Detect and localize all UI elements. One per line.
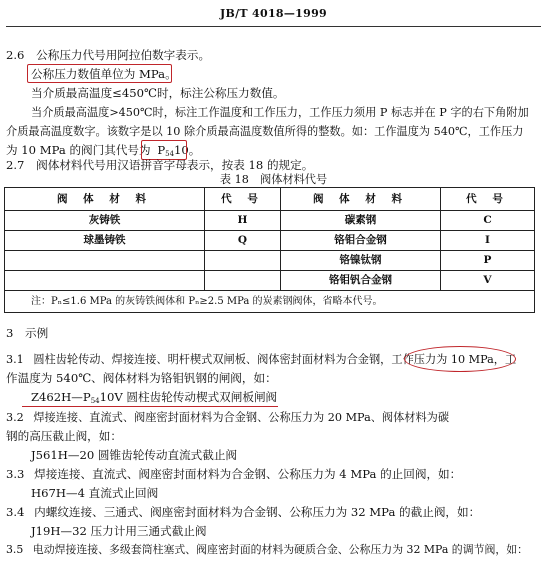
clause-text: 内螺纹连接、三通式、阀座密封面材料为合金钢、公称压力为 32 MPa 的截止阀，如： [34, 505, 481, 519]
material-code-table [4, 187, 535, 313]
unit-line: 公称压力数值单位为 MPa。 [31, 67, 177, 81]
table-header-cell: 阀 体 材 料 [5, 188, 205, 211]
highlighted-text: 工作压力为 10 MPa， [391, 353, 505, 366]
example-3-5 [6, 545, 528, 556]
table-cell: I [441, 231, 535, 251]
red-underline-annotation [22, 406, 278, 407]
example-3-4 [6, 507, 480, 519]
table-header-cell: 阀 体 材 料 [281, 188, 441, 211]
pressure-code: $P_{54}10$。 [157, 143, 201, 158]
clause-number: 3.3 [6, 467, 25, 481]
example-3-2 [6, 412, 449, 423]
paragraph-line: 当介质最高温度≤450℃时，标注公称压力数值。 [31, 86, 285, 100]
table-cell [5, 271, 205, 291]
table-row [5, 231, 535, 251]
paragraph-line: 介质最高温度数字。该数字是以 10 除介质最高温度数值所得的整数。如：工作温度为 540℃，工作压力 [6, 125, 524, 138]
table-cell: P [441, 251, 535, 271]
table-row [5, 251, 535, 271]
clause-text: 圆柱齿轮传动、焊接连接、明杆楔式双闸板、阀体密封面材料为合金钢， [33, 353, 392, 366]
table-cell [5, 251, 205, 271]
clause-2-7-heading [6, 160, 313, 172]
clause-2-6-heading [6, 50, 210, 62]
table-header-cell: 代 号 [205, 188, 281, 211]
table-cell: C [441, 211, 535, 231]
paragraph-line: 当介质最高温度>450℃时，标注工作温度和工作压力，工作压力须用 P 标志并在 P 字的右下角附加 [31, 106, 529, 119]
section-3-heading: 3 示例 [6, 326, 49, 340]
table-row [5, 211, 535, 231]
paragraph-text: 为 10 MPa 的阀门其代号为 [6, 143, 151, 157]
table-cell: 碳素钢 [281, 211, 441, 231]
clause-text: 工 [505, 353, 517, 366]
clause-text: 阀体材料代号用汉语拼音字母表示，按表 18 的规定。 [36, 158, 314, 172]
example-code: $Z462H—P_{54}10V$ 圆柱齿轮传动楔式双闸板闸阀 [31, 390, 278, 405]
table-cell [205, 271, 281, 291]
table-header-row [5, 188, 535, 211]
clause-text: 公称压力代号用阿拉伯数字表示。 [36, 48, 211, 62]
clause-text: 焊接连接、直流式、阀座密封面材料为合金钢、公称压力为 4 MPa 的止回阀，如： [34, 467, 462, 481]
table-caption: 表 18 阀体材料代号 [219, 173, 328, 186]
header-rule [6, 26, 541, 27]
example-code: J561H—20 圆锥齿轮传动直流式截止阀 [31, 448, 238, 462]
table-cell: 铬镍钛钢 [281, 251, 441, 271]
clause-number: 3.1 [6, 353, 24, 366]
table-cell: 铬钼钒合金钢 [281, 271, 441, 291]
table-note-row [5, 291, 535, 313]
table-cell: V [441, 271, 535, 291]
table-cell [205, 251, 281, 271]
paragraph-line: 钢的高压截止阀，如： [6, 429, 122, 443]
clause-text: 电动焊接连接、多级套筒柱塞式、阀座密封面的材料为硬质合金、公称压力为 32 MPa 的调节阀，如： [32, 543, 529, 556]
document-header: JB/T 4018—1999 [220, 7, 327, 20]
table-cell: Q [205, 231, 281, 251]
red-box-annotation [27, 64, 172, 83]
clause-number: 3.2 [6, 411, 24, 424]
table-row [5, 271, 535, 291]
table-header-cell: 代 号 [441, 188, 535, 211]
example-code: J19H—32 压力计用三通式截止阀 [31, 524, 207, 538]
table-note: 注：Pₙ≤1.6 MPa 的灰铸铁阀体和 Pₙ≥2.5 MPa 的炭素钢阀体，省略本代号。 [5, 291, 535, 313]
table-cell: 球墨铸铁 [5, 231, 205, 251]
clause-number: 2.7 [6, 158, 25, 172]
red-oval-annotation [404, 346, 516, 372]
paragraph-line: 作温度为 540℃、阀体材料为铬钼钒钢的闸阀，如： [6, 371, 277, 385]
table-cell: 灰铸铁 [5, 211, 205, 231]
example-3-3 [6, 469, 461, 481]
clause-number: 2.6 [6, 48, 25, 62]
clause-number: 3.4 [6, 505, 25, 519]
clause-text: 焊接连接、直流式、阀座密封面材料为合金钢、公称压力为 20 MPa、阀体材料为碳 [33, 411, 450, 424]
red-box-annotation [141, 140, 187, 160]
table-cell: 铬钼合金钢 [281, 231, 441, 251]
clause-number: 3.5 [6, 543, 24, 556]
example-code: H67H—4 直流式止回阀 [31, 486, 159, 500]
table-cell: H [205, 211, 281, 231]
